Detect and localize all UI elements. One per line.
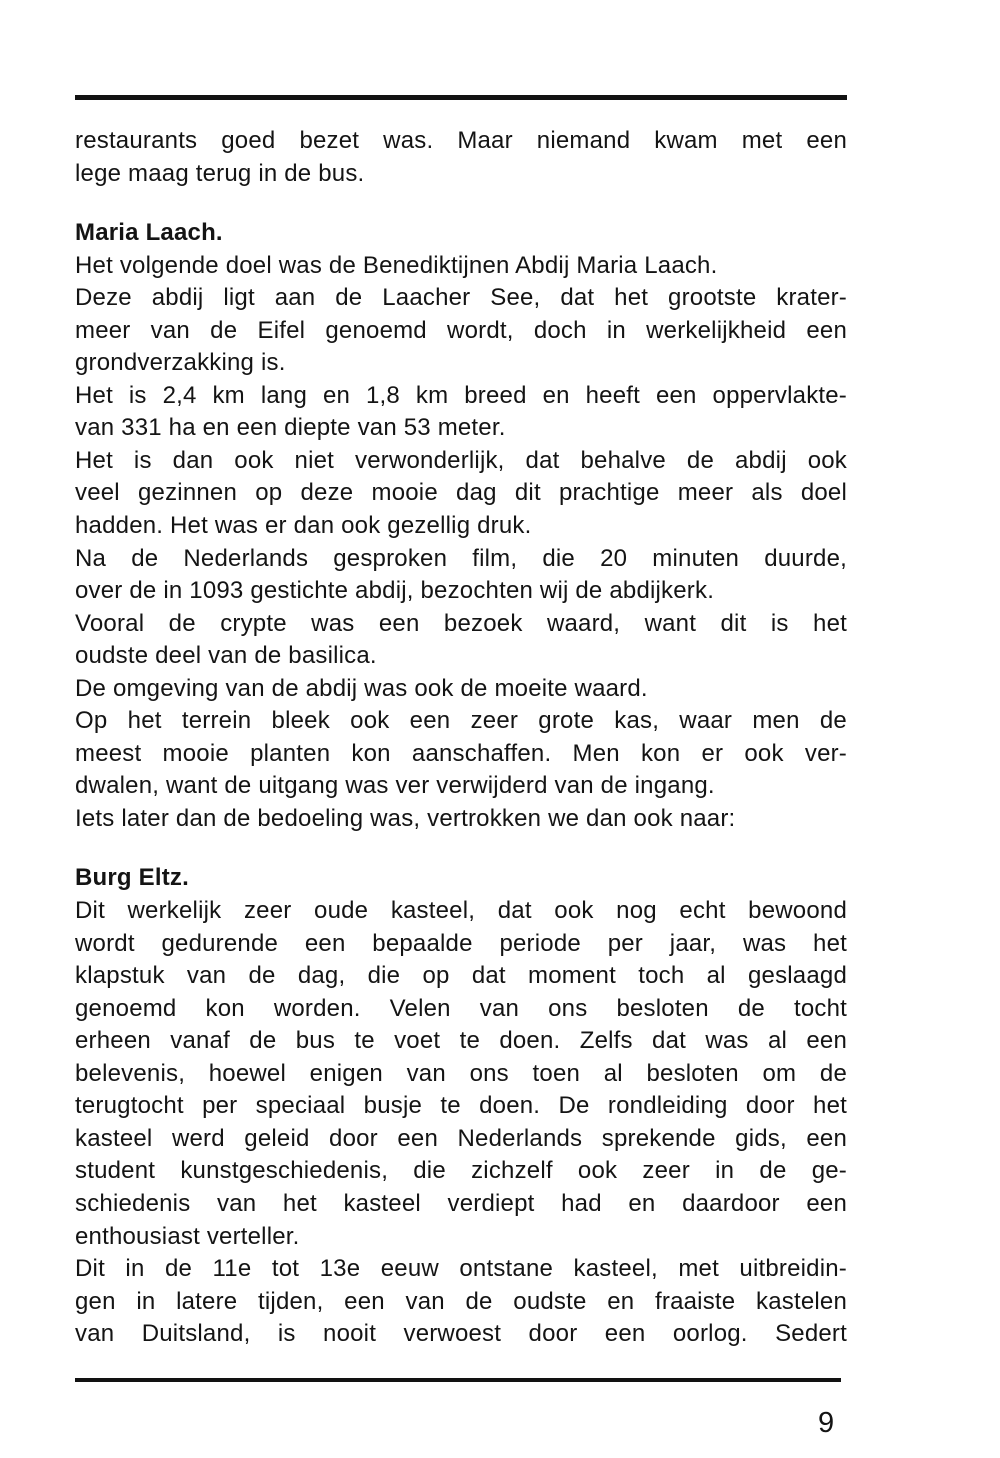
text-line: klapstuk van de dag, die op dat moment toch al geslaagd <box>75 962 847 990</box>
text-line: erheen vanaf de bus te voet te doen. Zelfs dat was al een <box>75 1027 847 1055</box>
text-line: Vooral de crypte was een bezoek waard, want dit is het <box>75 609 847 637</box>
text-line: Het is dan ook niet verwonderlijk, dat behalve de abdij ook <box>75 446 847 474</box>
text-line: schiedenis van het kasteel verdiept had en daardoor een <box>75 1189 847 1217</box>
text-line: wordt gedurende een bepaalde periode per jaar, was het <box>75 929 847 957</box>
text-line: restaurants goed bezet was. Maar niemand kwam met een <box>75 127 847 154</box>
text-line: student kunstgeschiedenis, die zichzelf ook zeer in de ge- <box>75 1157 847 1185</box>
text-line: Het volgende doel was de Benediktijnen Abdij Maria Laach. <box>75 251 718 279</box>
text-line: grondverzakking is. <box>75 349 286 377</box>
text-line: kasteel werd geleid door een Nederlands sprekende gids, een <box>75 1124 847 1152</box>
text-line: lege maag terug in de bus. <box>75 159 365 187</box>
text-block <box>75 125 847 1351</box>
paragraph-spacer <box>75 835 847 862</box>
text-line: veel gezinnen op deze mooie dag dit prachtige meer als doel <box>75 479 847 507</box>
section-heading: Burg Eltz. <box>75 864 189 892</box>
text-line: hadden. Het was er dan ook gezellig druk. <box>75 512 532 540</box>
section-heading: Maria Laach. <box>75 219 223 247</box>
text-line: enthousiast verteller. <box>75 1222 300 1250</box>
text-line: Op het terrein bleek ook een zeer grote kas, waar men de <box>75 707 847 735</box>
text-line: van 331 ha en een diepte van 53 meter. <box>75 414 506 442</box>
text-line: genoemd kon worden. Velen van ons besloten de tocht <box>75 994 847 1022</box>
top-rule <box>75 95 847 100</box>
text-line: meer van de Eifel genoemd wordt, doch in werkelijkheid een <box>75 316 847 344</box>
text-line: over de in 1093 gestichte abdij, bezochten wij de abdijkerk. <box>75 577 715 605</box>
text-line: van Duitsland, is nooit verwoest door een oorlog. Sedert <box>75 1320 847 1348</box>
page-number: 9 <box>818 1407 835 1439</box>
text-line: Deze abdij ligt aan de Laacher See, dat het grootste krater- <box>75 284 847 312</box>
text-line: gen in latere tijden, een van de oudste en fraaiste kastelen <box>75 1287 847 1315</box>
text-line: Iets later dan de bedoeling was, vertrokken we dan ook naar: <box>75 804 736 832</box>
text-line: dwalen, want de uitgang was ver verwijderd van de ingang. <box>75 772 715 800</box>
text-line: Dit werkelijk zeer oude kasteel, dat ook nog echt bewoond <box>75 897 847 925</box>
text-line: Het is 2,4 km lang en 1,8 km breed en heeft een oppervlakte- <box>75 381 847 409</box>
text-line: belevenis, hoewel enigen van ons toen al besloten om de <box>75 1059 847 1087</box>
text-line: De omgeving van de abdij was ook de moeite waard. <box>75 674 648 702</box>
text-line: terugtocht per speciaal busje te doen. De rondleiding door het <box>75 1092 847 1120</box>
paragraph-spacer <box>75 190 847 217</box>
text-line: oudste deel van de basilica. <box>75 642 377 670</box>
text-line: meest mooie planten kon aanschaffen. Men kon er ook ver- <box>75 739 847 767</box>
text-line: Dit in de 11e tot 13e eeuw ontstane kasteel, met uitbreidin- <box>75 1255 847 1283</box>
text-line: Na de Nederlands gesproken film, die 20 minuten duurde, <box>75 544 847 572</box>
bottom-rule <box>75 1378 841 1382</box>
